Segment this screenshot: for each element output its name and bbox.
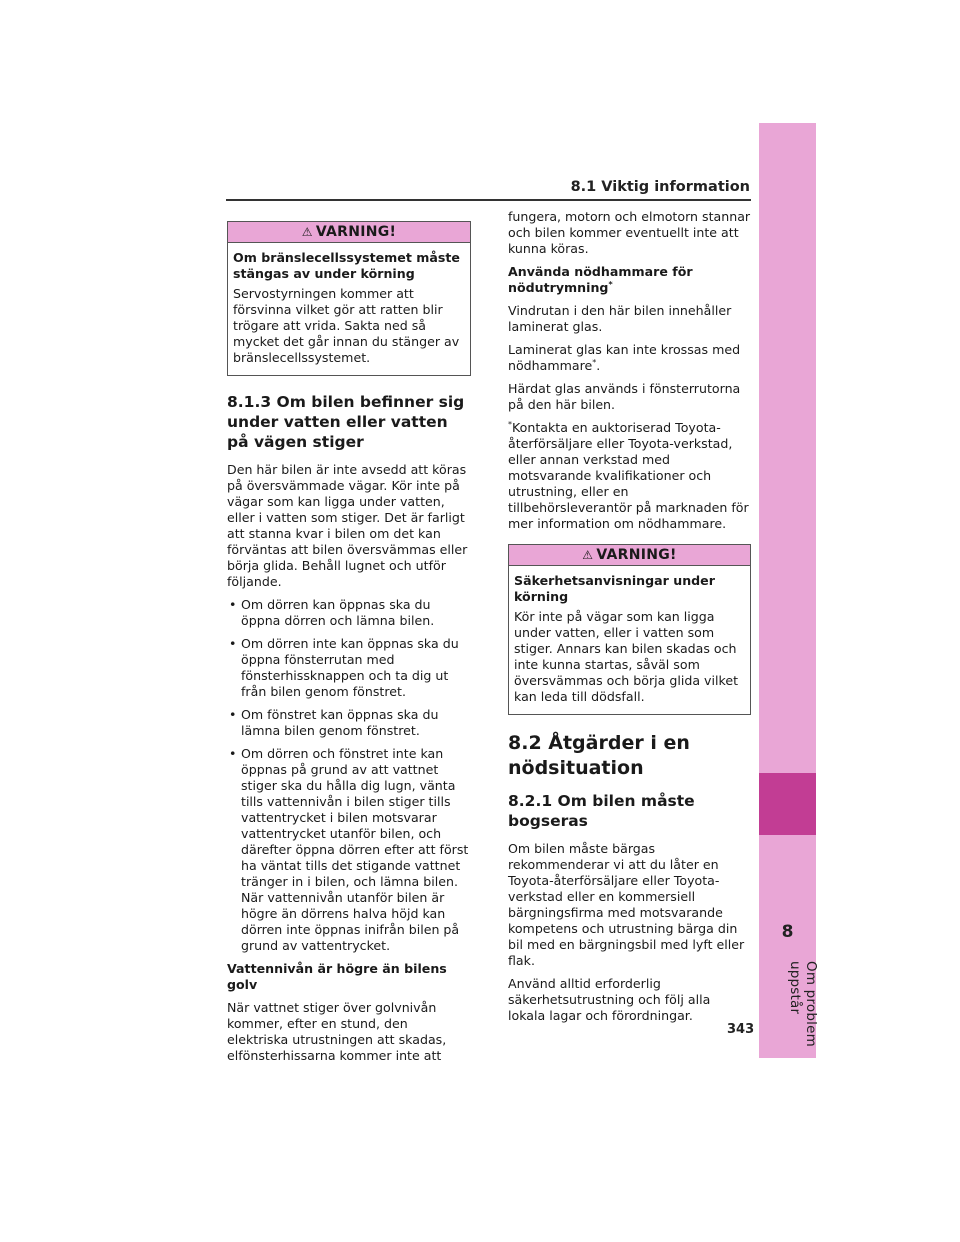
paragraph: Använd alltid erforderlig säkerhetsutrustning och följ alla lokala lagar och förordningar. [508,976,711,1023]
paragraph-text: Laminerat glas kan inte krossas med nödhammare [508,342,741,373]
warning-text: Servostyrningen kommer att försvinna vilket gör att ratten blir trögare att vrida. Sakta ned så mycket det går innan du stänger av bränslecellssystemet. [233,286,460,365]
chapter-heading: 8.2 Åtgärder i en nödsituation [508,732,690,779]
paragraph [508,342,751,374]
page-header-title: 8.1 Viktig information [570,179,750,195]
paragraph: Vindrutan i den här bilen innehåller laminerat glas. [508,303,732,334]
intro-paragraph: Den här bilen är inte avsedd att köras på översvämmade vägar. Kör inte på vägar som kan ligga under vatten, eller i vatten som stiger. Det är farligt att stanna kvar i bilen om det kan förväntas att bilen översvämmas eller börja glida. Behåll lugnet och utför följande. [227,462,468,589]
right-column [508,209,751,1031]
list-item: • Om dörren kan öppnas ska du öppna dörren och lämna bilen. [227,597,471,629]
warning-text: Kör inte på vägar som kan ligga under vatten, eller i vatten som stiger. Annars kan bilen skadas och inte kunna startas, såväl som översvämmas och börja glida vilket kan leda till dödsfall. [514,609,739,704]
chapter-number: 8 [781,922,794,942]
chapter-title-vertical: Om problem uppstår [787,961,819,1047]
section-heading: 8.2.1 Om bilen måste bogseras [508,792,695,830]
warning-triangle-icon: ⚠ [301,225,313,239]
chapter-marker [759,773,816,835]
list-item: • Om dörren inte kan öppnas ska du öppna fönsterrutan med fönsterhissknappen och ta dig ut från bilen genom fönstret. [227,636,471,700]
warning-label: VARNING! [596,547,677,563]
warning-body [228,243,470,375]
footnote-marker: * [592,357,597,367]
list-item: • Om fönstret kan öppnas ska du lämna bilen genom fönstret. [227,707,471,739]
left-column [227,209,471,1071]
warning-body [509,566,750,714]
paragraph: fungera, motorn och elmotorn stannar och bilen kommer eventuellt inte att kunna köras. [508,209,751,256]
subheading [508,264,751,296]
subheading-text: Använda nödhammare för nödutrymning [508,264,693,295]
paragraph: Om bilen måste bärgas rekommenderar vi att du låter en Toyota-återförsäljare eller Toyota-verkstad eller en kommersiell bärgningsfirma med motsvarande kompetens och utrustning bärga din bil med en bärgningsbil med lyft eller flak. [508,841,745,968]
warning-triangle-icon: ⚠ [582,548,594,562]
warning-box [508,544,751,715]
paragraph-text: . [596,358,601,373]
subheading: Vattennivån är högre än bilens golv [227,961,447,992]
footnote-text: Kontakta en auktoriserad Toyota-återförsäljare eller Toyota-verkstad, eller annan verkstad med motsvarande kvalifikationer och utrustning, eller en tillbehörsleverantör på marknaden för mer information om nödhammare. [508,420,749,531]
warning-box [227,221,471,376]
warning-header [228,222,470,243]
paragraph: När vattnet stiger över golvnivån kommer, efter en stund, den elektriska utrustningen att skadas, elfönsterhissarna kommer inte att [227,1000,447,1063]
page-number: 343 [727,1022,755,1037]
section-heading: 8.1.3 Om bilen befinner sig under vatten eller vatten på vägen stiger [227,393,465,451]
warning-title: Säkerhetsanvisningar under körning [514,573,715,604]
warning-label: VARNING! [315,224,397,240]
footnote-marker: * [508,419,512,429]
paragraph: Härdat glas används i fönsterrutorna på den här bilen. [508,381,741,412]
footnote [508,420,751,532]
warning-title: Om bränslecellssystemet måste stängas av under körning [233,250,460,281]
warning-header [509,545,750,566]
chapter-side-tab [759,123,819,1058]
list-item: • Om dörren och fönstret inte kan öppnas på grund av att vattnet stiger ska du hålla dig lugn, vänta tills vattennivån i bilen stiger tills vattentrycket i bilen motsvarar vattentrycket utanför bilen, och därefter öppna dörren efter att först ha väntat tills det stigande vattnet tränger in i bilen, och lämna bilen. När vattennivån utanför bilen är högre än dörrens halva höjd kan dörren inte öppnas inifrån bilen på grund av vattentrycket. [227,746,471,954]
header-divider [226,199,751,201]
footnote-marker: * [608,279,613,289]
instruction-list [227,597,471,954]
